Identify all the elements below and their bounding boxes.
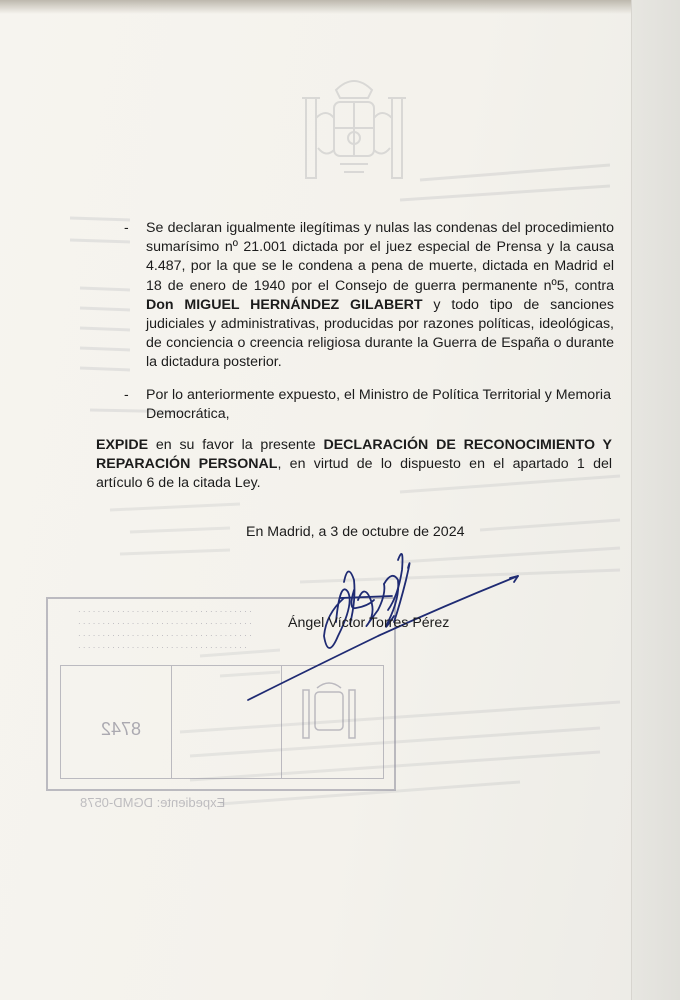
- paragraph-line: Democrática,: [146, 406, 230, 423]
- stamp-number: 8742: [101, 719, 142, 739]
- expide-mid: en su favor la presente: [148, 437, 324, 453]
- expide-line-1: [96, 436, 612, 455]
- paragraph-line: judiciales y administrativas, producidas por razones políticas, ideológicas,: [146, 316, 614, 333]
- expide-line-2: [96, 455, 612, 474]
- stamp-code: Expediente: DGMD-0578: [80, 795, 226, 810]
- paragraph-line: Se declaran igualmente ilegítimas y nulas las condenas del procedimiento: [146, 220, 614, 236]
- expide-keyword: EXPIDE: [96, 437, 149, 453]
- bullet-dash: -: [124, 386, 129, 402]
- paragraph-nullity: [146, 219, 614, 373]
- declaration-title-1: DECLARACIÓN DE RECONOCIMIENTO Y: [323, 437, 612, 453]
- paper-edge: [631, 0, 680, 1000]
- stamp-text-line: · · · · · · · · · · · · · · · · · · · · · · · · · · · · · · · · · · · ·: [78, 631, 252, 640]
- expide-rest: , en virtud de lo dispuesto en el apartado 1 del: [277, 456, 613, 473]
- declaration-title-2: REPARACIÓN PERSONAL: [96, 456, 278, 473]
- paragraph-expide: [96, 436, 612, 494]
- place-date: En Madrid, a 3 de octubre de 2024: [246, 524, 465, 540]
- paragraph-line: Por lo anteriormente expuesto, el Ministro de Política Territorial y Memoria: [146, 387, 611, 403]
- paragraph-line-name: [146, 296, 614, 315]
- bullet-dash: -: [124, 219, 129, 235]
- paragraph-minister: [146, 386, 614, 424]
- paragraph-line: la dictadura posterior.: [146, 354, 282, 371]
- signer-name: Ángel Víctor Torres Pérez: [288, 615, 450, 631]
- stamp-text-line: · · · · · · · · · · · · · · · · · · · · · · · · · · · · · · · · · · ·: [78, 643, 247, 652]
- name-line-rest: y todo tipo de sanciones: [422, 296, 614, 313]
- stamp-text-line: · · · · · · · · · · · · · · · · · · · · · · · · · · · · · · · · · · · ·: [78, 607, 252, 616]
- paragraph-line: 18 de enero de 1940 por el Consejo de guerra permanente nº5, contra: [146, 277, 614, 294]
- paragraph-line: 4.487, por la que se le condena a pena de muerte, dictada en Madrid el: [146, 258, 614, 275]
- stamp-text-line: · · · · · · · · · · · · · · · · · · · · · · · · · · · · · · · · · · · ·: [78, 619, 252, 628]
- expide-line-3: artículo 6 de la citada Ley.: [96, 475, 261, 492]
- paragraph-line: de conciencia o creencia religiosa durante la Guerra de España o durante: [146, 335, 614, 352]
- top-shadow: [0, 0, 680, 14]
- honoree-name: Don MIGUEL HERNÁNDEZ GILABERT: [146, 296, 423, 313]
- paragraph-line: sumarísimo nº 21.001 dictada por el juez especial de Prensa y la causa: [146, 239, 614, 256]
